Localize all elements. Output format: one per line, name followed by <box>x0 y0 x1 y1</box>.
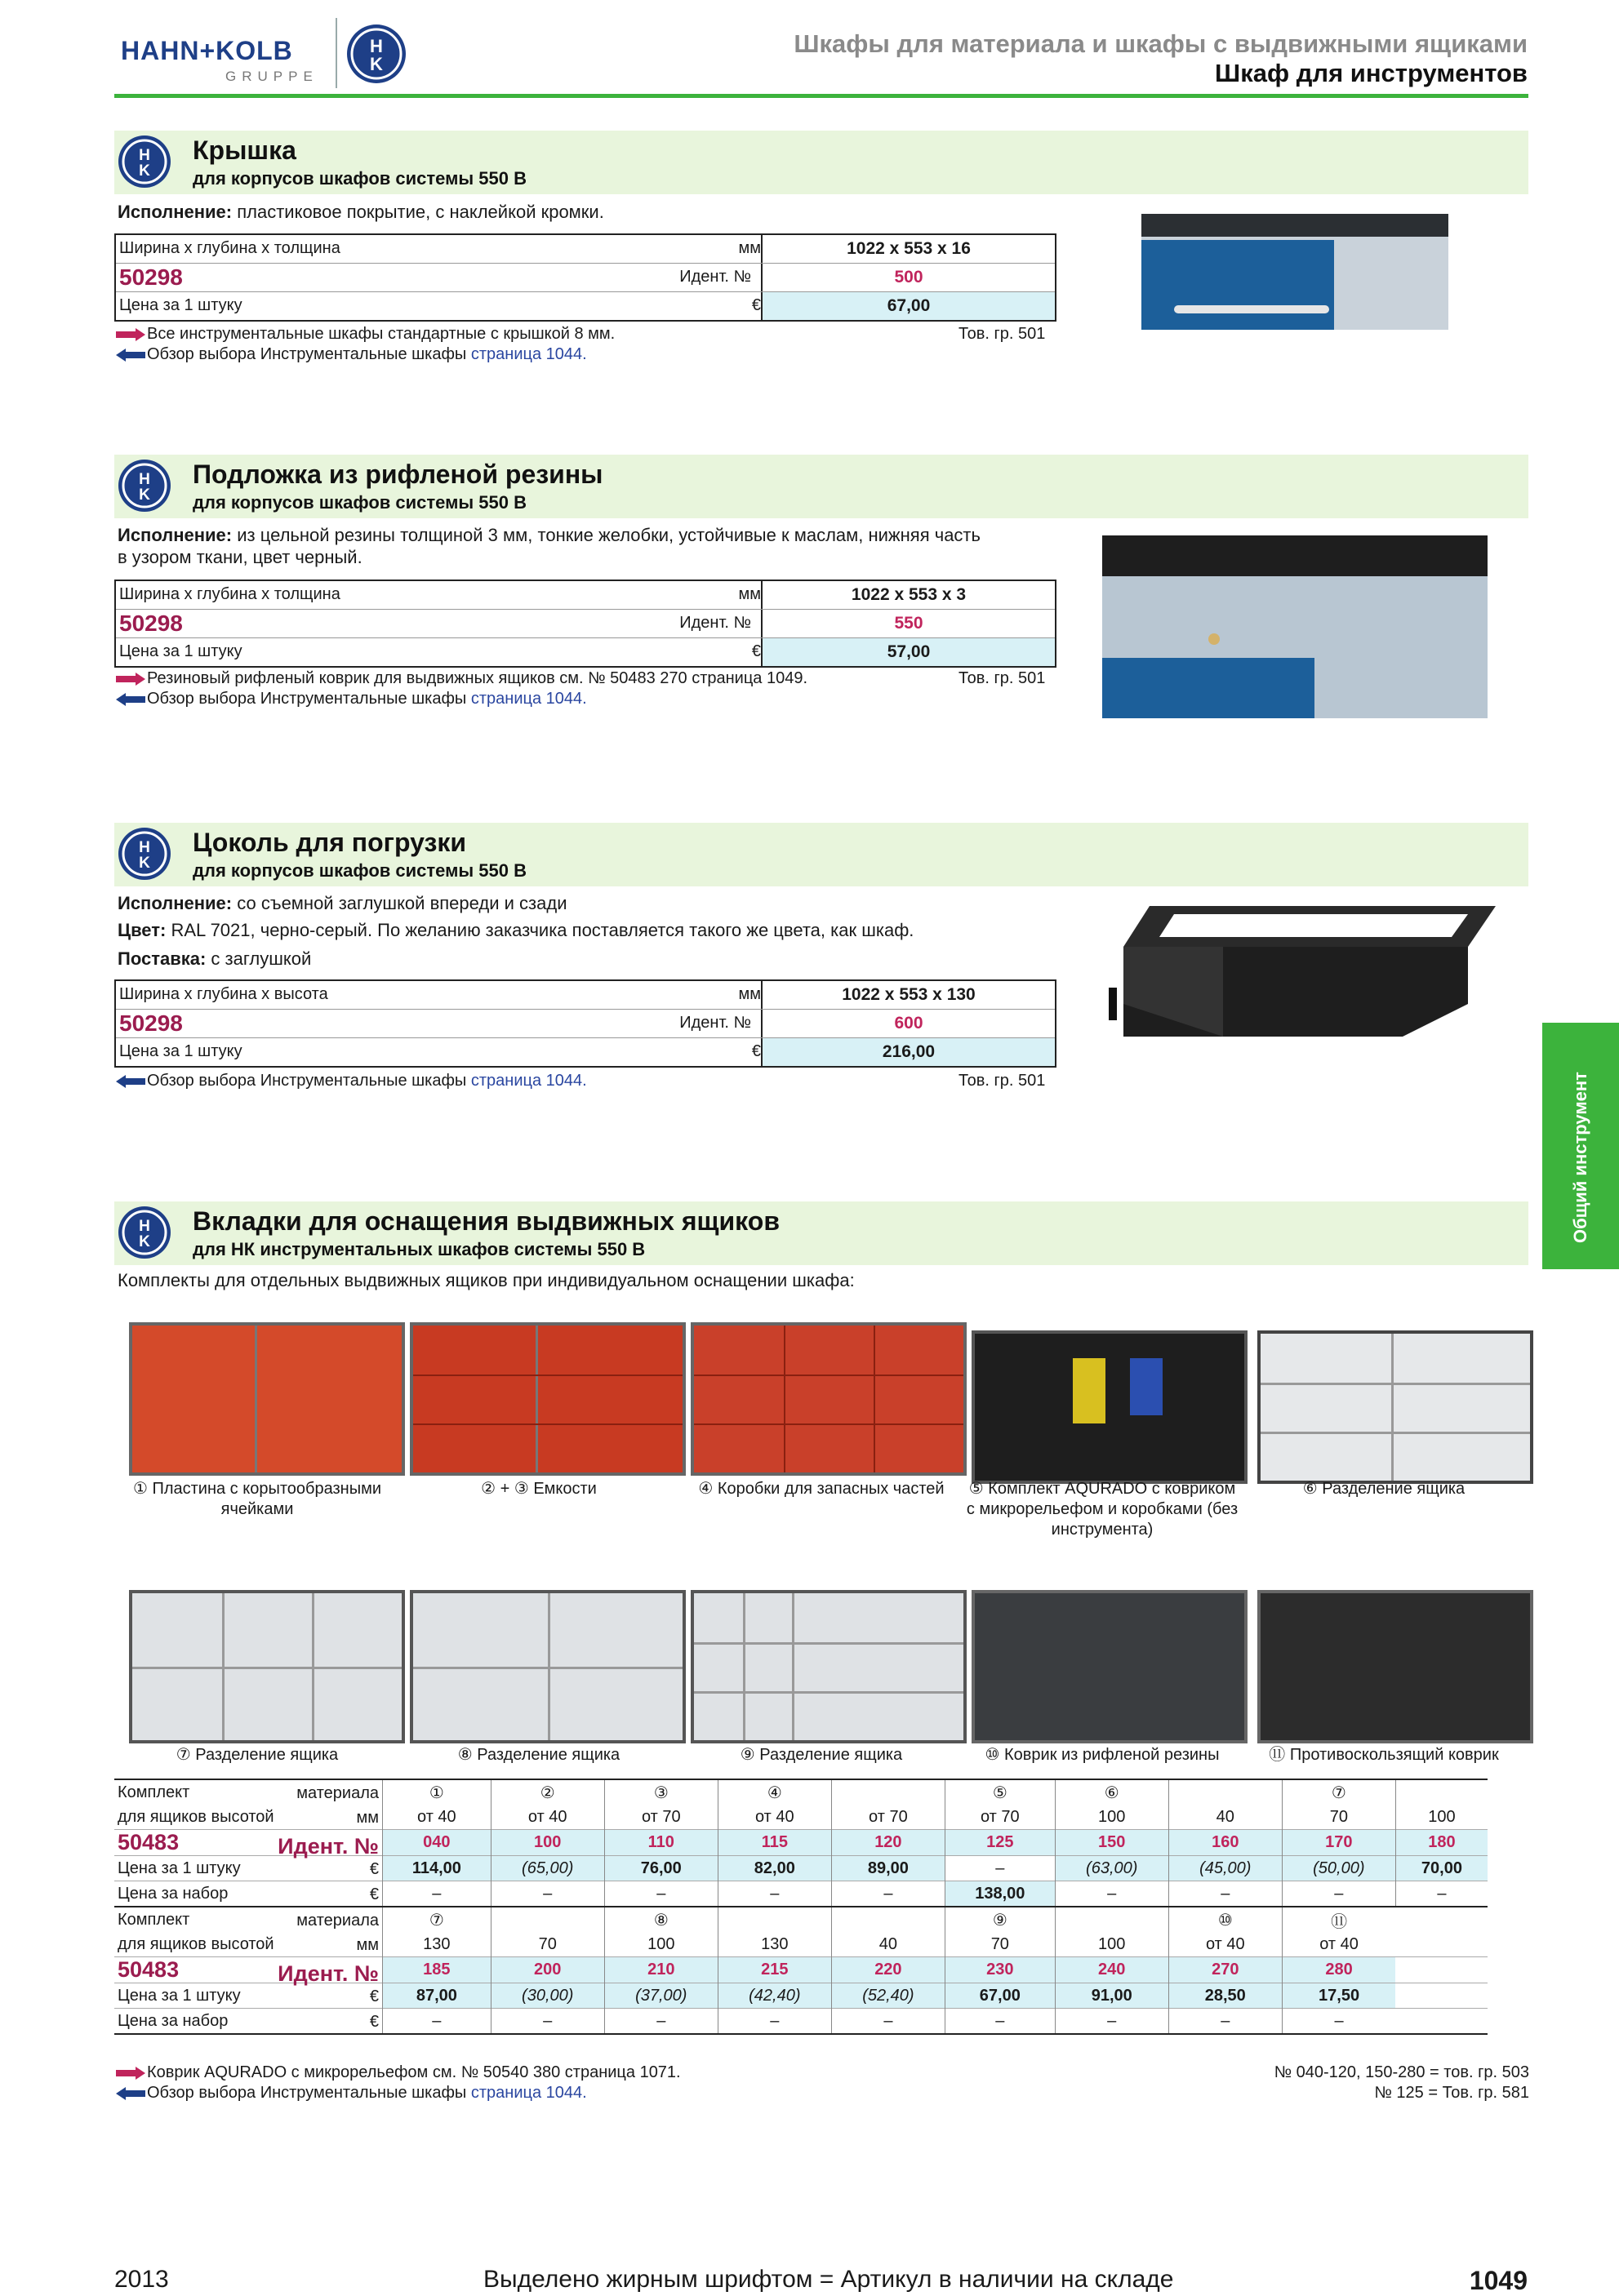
row-label-unit: мм <box>356 1809 379 1827</box>
footer-legend: Выделено жирным шрифтом = Артикул в наличии на складе <box>483 2266 1174 2293</box>
note-row: Обзор выбора Инструментальные шкафы страница 1044. <box>116 345 587 364</box>
note-row: Обзор выбора Инструментальные шкафы страница 1044. <box>116 690 587 708</box>
hk-logo-icon <box>118 459 171 513</box>
insert-caption: ⑧ Разделение ящика <box>457 1746 620 1764</box>
insert-image-6 <box>1257 1330 1533 1484</box>
table-row <box>114 1805 1488 1830</box>
row-label <box>114 1983 383 2009</box>
table-cell: – <box>1282 1881 1395 1907</box>
section-title: Крышка <box>193 135 296 165</box>
product-group: Тов. гр. 501 <box>959 1072 1046 1090</box>
table-cell: 70 <box>945 1932 1055 1957</box>
table-cell: – <box>1168 1881 1282 1907</box>
table-cell: (45,00) <box>1168 1856 1282 1881</box>
table-row <box>114 1907 1488 1932</box>
table-cell: – <box>945 2009 1055 2035</box>
arrow-right-icon <box>116 2067 145 2080</box>
footer-year: 2013 <box>114 2266 169 2293</box>
row-label <box>114 1805 383 1830</box>
row-label <box>114 1907 383 1932</box>
inserts-price-table <box>114 1779 1488 2035</box>
table-cell: от 40 <box>491 1805 604 1830</box>
table-row <box>114 1856 1488 1881</box>
table-cell: 70,00 <box>1395 1856 1488 1881</box>
table-cell: 89,00 <box>831 1856 945 1881</box>
insert-caption: ⑦ Разделение ящика <box>176 1746 339 1764</box>
note-row: Все инструментальные шкафы стандартные с крышкой 8 мм. <box>116 325 615 344</box>
table-cell: – <box>383 2009 491 2035</box>
table-cell: 125 <box>945 1830 1055 1856</box>
table-cell-empty <box>1395 1983 1488 2009</box>
header-category: Шкафы для материала и шкафы с выдвижными ящиками <box>794 29 1528 58</box>
section-description: в узором ткани, цвет черный. <box>118 547 362 567</box>
page-number: 1049 <box>1469 2266 1528 2295</box>
row-label-text: Комплект <box>118 1910 190 1929</box>
brand-subtitle: GRUPPE <box>225 69 318 84</box>
price: 67,00 <box>761 292 1055 320</box>
insert-image-11 <box>1257 1590 1533 1743</box>
table-cell: 120 <box>831 1830 945 1856</box>
svg-text:H: H <box>139 471 150 488</box>
arrow-left-icon <box>116 2087 145 2100</box>
side-tab-label: Общий инструмент <box>1570 1072 1590 1243</box>
table-cell: ④ <box>718 1779 831 1805</box>
table-cell-empty <box>1395 1907 1488 1932</box>
table-cell: 270 <box>1168 1957 1282 1983</box>
spec-table-base: Ширина x глубина x высота мм 1022 x 553 x 130 50298 Идент. № 600 Цена за 1 штуку € 216,00 <box>114 979 1056 1068</box>
header-rule <box>114 94 1528 98</box>
table-cell: 200 <box>491 1957 604 1983</box>
row-label-text: Цена за набор <box>118 2011 229 2030</box>
row-label-unit: материала <box>296 1784 379 1802</box>
row-label-unit: Идент. № <box>278 1961 379 1986</box>
page-link[interactable]: страница 1044. <box>470 2084 587 2102</box>
mat-product-image <box>1102 535 1488 718</box>
table-cell <box>491 1907 604 1932</box>
table-cell: 114,00 <box>383 1856 491 1881</box>
note-row: Коврик AQURADO с микрорельефом см. № 50540 380 страница 1071. <box>116 2063 681 2082</box>
table-cell: – <box>383 1881 491 1907</box>
section-description: Цвет: RAL 7021, черно-серый. По желанию заказчика поставляется такого же цвета, как шкаф. <box>118 920 914 940</box>
table-cell: (30,00) <box>491 1983 604 2009</box>
table-cell: ⑦ <box>1282 1779 1395 1805</box>
svg-text:K: K <box>139 486 150 504</box>
insert-image-1 <box>129 1322 405 1476</box>
row-label <box>114 1932 383 1957</box>
table-cell: – <box>491 2009 604 2035</box>
table-cell <box>1168 1779 1282 1805</box>
table-cell: – <box>604 1881 718 1907</box>
table-cell: 130 <box>383 1932 491 1957</box>
table-cell: 280 <box>1282 1957 1395 1983</box>
ident-number: 600 <box>761 1010 1055 1037</box>
article-number: 50298 <box>119 1010 183 1036</box>
table-cell: ⑥ <box>1055 1779 1168 1805</box>
table-cell: 28,50 <box>1168 1983 1282 2009</box>
insert-caption: ① Пластина с корытообразными ячейками <box>132 1480 382 1518</box>
table-cell: 67,00 <box>945 1983 1055 2009</box>
section-banner-mat <box>114 455 1528 518</box>
table-cell: ③ <box>604 1779 718 1805</box>
table-cell: – <box>604 2009 718 2035</box>
table-cell: от 70 <box>604 1805 718 1830</box>
row-label-text: 50483 <box>118 1830 180 1854</box>
arrow-right-icon <box>116 328 145 341</box>
insert-caption: ④ Коробки для запасных частей <box>698 1480 945 1498</box>
table-cell-empty <box>1395 1932 1488 1957</box>
note-row: Обзор выбора Инструментальные шкафы страница 1044. <box>116 1072 587 1090</box>
table-cell: 220 <box>831 1957 945 1983</box>
table-cell: 150 <box>1055 1830 1168 1856</box>
hk-logo-icon <box>118 1206 171 1259</box>
ident-number: 500 <box>761 264 1055 291</box>
table-cell: – <box>718 1881 831 1907</box>
spec-table-lid: Ширина x глубина x толщина мм 1022 x 553 x 16 50298 Идент. № 500 Цена за 1 штуку € 67,00 <box>114 233 1056 322</box>
product-group: Тов. гр. 501 <box>959 325 1046 343</box>
table-cell: 100 <box>1395 1805 1488 1830</box>
table-cell: от 40 <box>1282 1932 1395 1957</box>
row-label-text: Цена за 1 штуку <box>118 1859 241 1877</box>
table-cell: 210 <box>604 1957 718 1983</box>
page-link[interactable]: страница 1044. <box>470 1072 587 1090</box>
insert-caption: ⑥ Разделение ящика <box>1302 1480 1466 1498</box>
svg-text:K: K <box>370 54 383 74</box>
svg-text:H: H <box>139 1218 150 1235</box>
hk-logo-icon <box>118 135 171 189</box>
table-cell-empty <box>1395 1957 1488 1983</box>
table-cell: 160 <box>1168 1830 1282 1856</box>
table-cell: 040 <box>383 1830 491 1856</box>
row-label <box>114 1881 383 1907</box>
row-label-unit: мм <box>356 1936 379 1954</box>
table-row <box>114 1932 1488 1957</box>
row-label-text: для ящиков высотой <box>118 1934 274 1953</box>
table-cell: – <box>718 2009 831 2035</box>
row-label-text: Комплект <box>118 1783 190 1801</box>
section-subtitle: для корпусов шкафов системы 550 B <box>193 168 527 189</box>
section-subtitle: для корпусов шкафов системы 550 B <box>193 492 527 513</box>
row-label <box>114 1779 383 1805</box>
table-cell: – <box>945 1856 1055 1881</box>
brand-logo <box>121 18 415 91</box>
arrow-left-icon <box>116 693 145 706</box>
table-cell: от 70 <box>831 1805 945 1830</box>
row-label-unit: € <box>369 1885 379 1903</box>
arrow-left-icon <box>116 1075 145 1088</box>
insert-caption: ⑪ Противоскользящий коврик <box>1269 1746 1499 1764</box>
table-cell: ⑤ <box>945 1779 1055 1805</box>
table-cell: 100 <box>491 1830 604 1856</box>
svg-text:H: H <box>139 147 150 164</box>
table-cell: 17,50 <box>1282 1983 1395 2009</box>
insert-caption: ② + ③ Емкости <box>481 1480 597 1498</box>
section-subtitle: для НК инструментальных шкафов системы 550 B <box>193 1239 646 1259</box>
table-cell: ⑧ <box>604 1907 718 1932</box>
row-label-text: Цена за набор <box>118 1884 229 1903</box>
row-label-text: для ящиков высотой <box>118 1807 274 1826</box>
table-cell <box>831 1779 945 1805</box>
svg-text:K: K <box>139 1233 150 1250</box>
insert-image-5 <box>972 1330 1248 1484</box>
table-cell: (50,00) <box>1282 1856 1395 1881</box>
table-cell: – <box>1055 1881 1168 1907</box>
insert-caption: ⑨ Разделение ящика <box>740 1746 903 1764</box>
product-group: № 125 = Тов. гр. 581 <box>1374 2084 1529 2102</box>
price: 216,00 <box>761 1038 1055 1066</box>
svg-text:H: H <box>370 36 383 56</box>
table-cell: 215 <box>718 1957 831 1983</box>
row-label <box>114 1830 383 1859</box>
brand-name: HAHN+KOLB <box>121 36 293 65</box>
page-link[interactable]: страница 1044. <box>470 345 587 363</box>
insert-image-9 <box>691 1590 967 1743</box>
row-label-unit: € <box>369 2013 379 2031</box>
section-title: Подложка из рифленой резины <box>193 460 603 489</box>
row-label <box>114 2009 383 2035</box>
row-label-unit: € <box>369 1860 379 1878</box>
product-group: № 040-120, 150-280 = тов. гр. 503 <box>1274 2063 1529 2081</box>
table-cell: – <box>1055 2009 1168 2035</box>
insert-caption: ⑤ Комплект AQURADO с ковриком с микрорельефом и коробками (без инструмента) <box>966 1480 1239 1539</box>
table-cell <box>1055 1907 1168 1932</box>
table-cell: ⑩ <box>1168 1907 1282 1932</box>
row-label-unit: € <box>369 1987 379 2005</box>
section-title: Цоколь для погрузки <box>193 828 467 857</box>
row-label-text: Цена за 1 штуку <box>118 1986 241 2005</box>
insert-image-10 <box>972 1590 1248 1743</box>
price: 57,00 <box>761 638 1055 666</box>
table-cell: 170 <box>1282 1830 1395 1856</box>
table-cell: 110 <box>604 1830 718 1856</box>
table-cell: ② <box>491 1779 604 1805</box>
table-cell: (42,40) <box>718 1983 831 2009</box>
table-row <box>114 1983 1488 2009</box>
section-subtitle: для корпусов шкафов системы 550 B <box>193 860 527 881</box>
table-cell: 82,00 <box>718 1856 831 1881</box>
section-banner-lid <box>114 131 1528 194</box>
table-row <box>114 1779 1488 1805</box>
table-cell: – <box>831 1881 945 1907</box>
table-cell: 70 <box>491 1932 604 1957</box>
table-cell: 70 <box>1282 1805 1395 1830</box>
insert-image-4 <box>691 1322 967 1476</box>
table-cell: – <box>831 2009 945 2035</box>
arrow-right-icon <box>116 673 145 686</box>
table-cell: от 40 <box>383 1805 491 1830</box>
table-cell: 100 <box>604 1932 718 1957</box>
hk-logo-icon <box>118 827 171 881</box>
section-description: Исполнение: из цельной резины толщиной 3 мм, тонкие желобки, устойчивые к маслам, нижняя часть <box>118 525 981 545</box>
table-cell: – <box>1395 1881 1488 1907</box>
table-cell: 87,00 <box>383 1983 491 2009</box>
table-cell: 76,00 <box>604 1856 718 1881</box>
svg-text:K: K <box>139 162 150 180</box>
ident-number: 550 <box>761 610 1055 637</box>
note-row: Обзор выбора Инструментальные шкафы страница 1044. <box>116 2084 587 2103</box>
arrow-left-icon <box>116 349 145 362</box>
table-cell: 185 <box>383 1957 491 1983</box>
table-cell: – <box>1282 2009 1395 2035</box>
table-cell: 138,00 <box>945 1881 1055 1907</box>
product-group: Тов. гр. 501 <box>959 669 1046 687</box>
table-cell: (37,00) <box>604 1983 718 2009</box>
table-row <box>114 2009 1488 2035</box>
table-cell: 240 <box>1055 1957 1168 1983</box>
side-tab[interactable] <box>1542 1023 1619 1269</box>
table-cell: 130 <box>718 1932 831 1957</box>
table-cell: от 40 <box>718 1805 831 1830</box>
table-cell: от 40 <box>1168 1932 1282 1957</box>
section-title: Вкладки для оснащения выдвижных ящиков <box>193 1206 780 1236</box>
section-description: Поставка: с заглушкой <box>118 948 312 969</box>
brand-separator <box>336 18 337 88</box>
table-cell: 40 <box>1168 1805 1282 1830</box>
note-row: Резиновый рифленый коврик для выдвижных ящиков см. № 50483 270 страница 1049. <box>116 669 807 688</box>
section-banner-inserts <box>114 1201 1528 1265</box>
table-cell: 100 <box>1055 1805 1168 1830</box>
table-cell: ⑨ <box>945 1907 1055 1932</box>
table-cell: ① <box>383 1779 491 1805</box>
table-cell: от 70 <box>945 1805 1055 1830</box>
table-row <box>114 1830 1488 1856</box>
table-cell: – <box>491 1881 604 1907</box>
table-cell: – <box>1168 2009 1282 2035</box>
row-label-text: 50483 <box>118 1957 180 1982</box>
section-description: Исполнение: со съемной заглушкой впереди и сзади <box>118 893 567 913</box>
table-cell <box>831 1907 945 1932</box>
row-label-unit: материала <box>296 1912 379 1930</box>
table-cell <box>1395 1779 1488 1805</box>
table-cell: (52,40) <box>831 1983 945 2009</box>
article-number: 50298 <box>119 264 183 290</box>
header-subcategory: Шкаф для инструментов <box>1215 59 1528 87</box>
base-product-image <box>1092 898 1496 1090</box>
table-cell: 230 <box>945 1957 1055 1983</box>
section-banner-base <box>114 823 1528 886</box>
insert-caption: ⑩ Коврик из рифленой резины <box>985 1746 1220 1764</box>
insert-image-8 <box>410 1590 686 1743</box>
table-cell: 40 <box>831 1932 945 1957</box>
page-link[interactable]: страница 1044. <box>470 690 587 708</box>
row-label <box>114 1856 383 1881</box>
table-cell: 100 <box>1055 1932 1168 1957</box>
table-cell <box>718 1907 831 1932</box>
row-label <box>114 1957 383 1986</box>
svg-text:K: K <box>139 855 150 872</box>
insert-image-7 <box>129 1590 405 1743</box>
svg-text:H: H <box>139 839 150 856</box>
table-cell: ⑪ <box>1282 1907 1395 1932</box>
hk-logo-icon <box>345 23 407 85</box>
table-cell: 115 <box>718 1830 831 1856</box>
table-cell: (65,00) <box>491 1856 604 1881</box>
row-label-unit: Идент. № <box>278 1834 379 1859</box>
insert-image-2-3 <box>410 1322 686 1476</box>
table-row <box>114 1881 1488 1907</box>
article-number: 50298 <box>119 611 183 636</box>
section-description: Исполнение: пластиковое покрытие, с наклейкой кромки. <box>118 202 604 222</box>
table-cell: (63,00) <box>1055 1856 1168 1881</box>
spec-table-mat: Ширина x глубина x толщина мм 1022 x 553 x 3 50298 Идент. № 550 Цена за 1 штуку € 57,00 <box>114 580 1056 668</box>
lid-product-image <box>1141 214 1448 330</box>
table-cell: 180 <box>1395 1830 1488 1856</box>
inserts-intro: Комплекты для отдельных выдвижных ящиков при индивидуальном оснащении шкафа: <box>118 1270 855 1290</box>
table-cell: 91,00 <box>1055 1983 1168 2009</box>
table-row <box>114 1957 1488 1983</box>
table-cell-empty <box>1395 2009 1488 2035</box>
table-cell: ⑦ <box>383 1907 491 1932</box>
